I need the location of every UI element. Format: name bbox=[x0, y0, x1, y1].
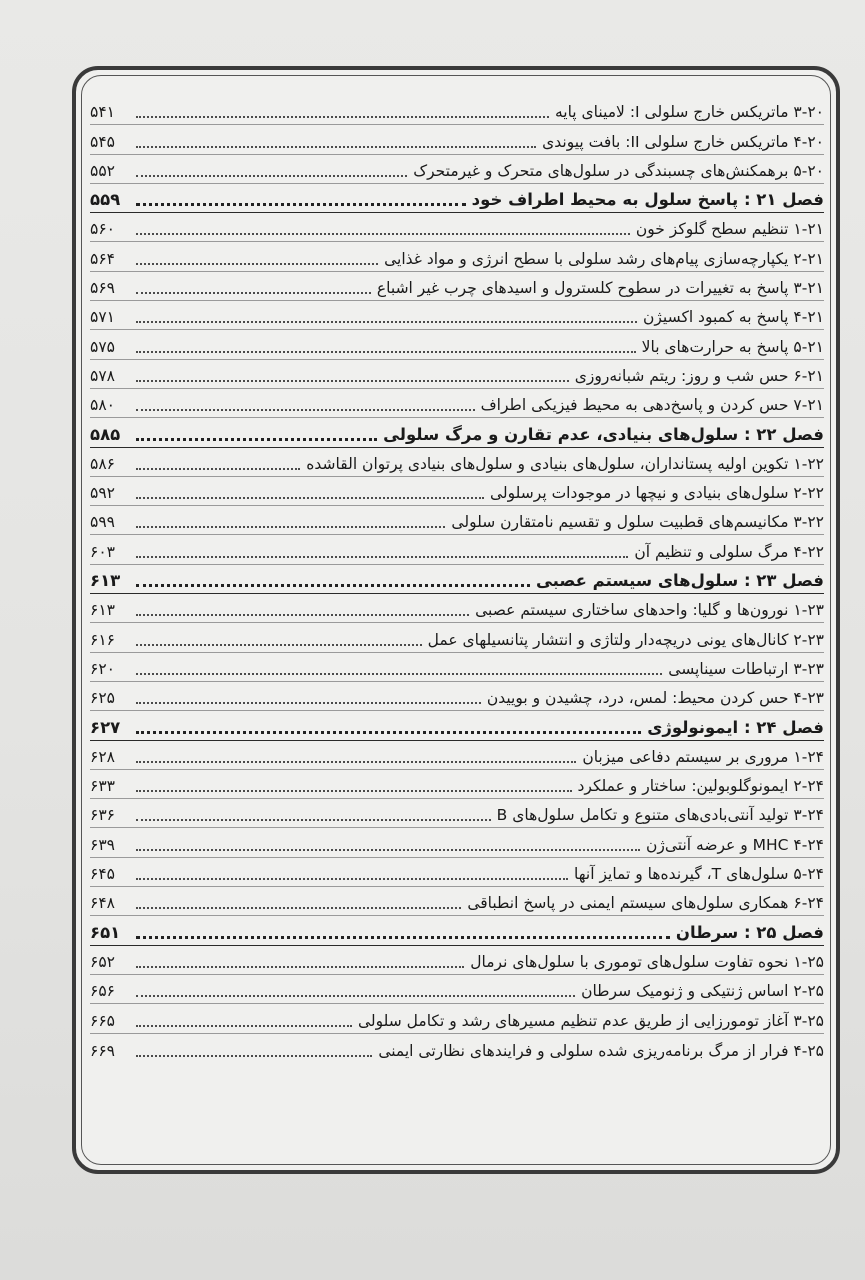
toc-section-row bbox=[90, 360, 824, 389]
toc-section-row bbox=[90, 125, 824, 154]
page-number: ۶۲۸ bbox=[90, 747, 115, 766]
dot-leader bbox=[136, 379, 569, 382]
toc-section-row bbox=[90, 858, 824, 887]
page-number: ۶۴۸ bbox=[90, 894, 115, 913]
dot-leader bbox=[136, 848, 640, 851]
page-number: ۶۰۳ bbox=[90, 542, 115, 561]
dot-leader bbox=[136, 437, 377, 441]
toc-chapter-row bbox=[90, 711, 824, 740]
chapter-title: فصل ۲۲ : سلول‌های بنیادی، عدم تقارن و مرگ سلولی bbox=[383, 424, 824, 444]
toc-section-row bbox=[90, 389, 824, 418]
toc-section-row bbox=[90, 594, 824, 623]
page-number: ۶۶۵ bbox=[90, 1011, 115, 1030]
dot-leader bbox=[136, 232, 630, 235]
section-title: ۴-۲۳ حس کردن محیط: لمس، درد، چشیدن و بوییدن bbox=[486, 689, 824, 708]
dot-leader bbox=[136, 789, 572, 792]
dot-leader bbox=[136, 583, 530, 587]
toc-section-row bbox=[90, 799, 824, 828]
toc-section-row bbox=[90, 946, 824, 975]
page-number: ۵۴۱ bbox=[90, 103, 115, 122]
toc-section-row bbox=[90, 242, 824, 271]
dot-leader bbox=[136, 145, 536, 148]
toc-section-row bbox=[90, 887, 824, 916]
toc-section-row bbox=[90, 682, 824, 711]
section-title: ۲-۲۴ ایمونوگلوبولین: ساختار و عملکرد bbox=[577, 777, 824, 796]
page-number: ۶۳۶ bbox=[90, 806, 115, 825]
page-frame bbox=[72, 66, 840, 1174]
dot-leader bbox=[136, 408, 475, 411]
page-number: ۵۸۶ bbox=[90, 454, 115, 473]
dot-leader bbox=[136, 350, 636, 353]
dot-leader bbox=[136, 818, 491, 821]
page-number: ۶۵۱ bbox=[90, 922, 121, 942]
section-title: ۴-۲۵ فرار از مرگ برنامه‌ریزی شده سلولی و فرایندهای نظارتی ایمنی bbox=[378, 1041, 824, 1060]
toc-section-row bbox=[90, 96, 824, 125]
toc-section-row bbox=[90, 155, 824, 184]
section-title: ۳-۲۳ ارتباطات سیناپسی bbox=[668, 659, 824, 678]
toc-section-row bbox=[90, 1004, 824, 1033]
section-title: ۵-۲۰ برهمکنش‌های چسبندگی در سلول‌های متحرک و غیرمتحرک bbox=[413, 161, 824, 180]
page-number: ۵۶۹ bbox=[90, 279, 115, 298]
page-number: ۵۸۵ bbox=[90, 424, 121, 444]
section-title: ۳-۲۰ ماتریکس خارج سلولی I: لامینای پایه bbox=[554, 103, 824, 122]
section-title: ۳-۲۱ پاسخ به تغییرات در سطوح کلسترول و اسیدهای چرب غیر اشباع bbox=[376, 279, 824, 298]
page-number: ۵۷۸ bbox=[90, 366, 115, 385]
section-title: ۳-۲۴ تولید آنتی‌بادی‌های متنوع و تکامل سلول‌های B bbox=[496, 806, 824, 825]
page-number: ۵۶۴ bbox=[90, 249, 115, 268]
toc-section-row bbox=[90, 975, 824, 1004]
section-title: ۲-۲۲ سلول‌های بنیادی و نیچها در موجودات پرسلولی bbox=[490, 484, 824, 503]
dot-leader bbox=[136, 760, 576, 763]
section-title: ۵-۲۴ سلول‌های T، گیرنده‌ها و تمایز آنها bbox=[574, 865, 824, 884]
page-number: ۵۹۲ bbox=[90, 484, 115, 503]
toc-section-row bbox=[90, 623, 824, 652]
page-number: ۵۸۰ bbox=[90, 396, 115, 415]
section-title: ۷-۲۱ حس کردن و پاسخ‌دهی به محیط فیزیکی اطراف bbox=[480, 396, 824, 415]
page-number: ۵۴۵ bbox=[90, 132, 115, 151]
section-title: ۴-۲۰ ماتریکس خارج سلولی II: بافت پیوندی bbox=[542, 132, 824, 151]
page-number: ۶۲۷ bbox=[90, 717, 121, 737]
toc-chapter-row bbox=[90, 565, 824, 594]
page-number: ۵۷۵ bbox=[90, 337, 115, 356]
section-title: ۴-۲۱ پاسخ به کمبود اکسیژن bbox=[643, 308, 824, 327]
dot-leader bbox=[136, 291, 371, 294]
dot-leader bbox=[136, 115, 549, 118]
page-number: ۶۵۶ bbox=[90, 982, 115, 1001]
section-title: ۱-۲۵ نحوه تفاوت سلول‌های توموری با سلول‌های نرمال bbox=[470, 952, 824, 971]
chapter-title: فصل ۲۴ : ایمونولوژی bbox=[647, 717, 824, 737]
dot-leader bbox=[136, 1024, 352, 1027]
toc-section-row bbox=[90, 535, 824, 564]
chapter-title: فصل ۲۱ : پاسخ سلول به محیط اطراف خود bbox=[471, 190, 824, 210]
dot-leader bbox=[136, 262, 378, 265]
dot-leader bbox=[136, 555, 628, 558]
section-title: ۱-۲۱ تنظیم سطح گلوکز خون bbox=[635, 220, 824, 239]
section-title: ۲-۲۵ اساس ژنتیکی و ژنومیک سرطان bbox=[581, 982, 824, 1001]
toc-chapter-row bbox=[90, 418, 824, 447]
dot-leader bbox=[136, 320, 637, 323]
page-number: ۶۳۳ bbox=[90, 777, 115, 796]
dot-leader bbox=[136, 730, 641, 734]
dot-leader bbox=[136, 1054, 372, 1057]
table-of-contents bbox=[90, 96, 824, 1063]
section-title: ۳-۲۵ آغاز تومورزایی از طریق عدم تنظیم مسیرهای رشد و تکامل سلولی bbox=[357, 1011, 824, 1030]
page-number: ۶۳۹ bbox=[90, 835, 115, 854]
toc-section-row bbox=[90, 741, 824, 770]
page-number: ۵۶۰ bbox=[90, 220, 115, 239]
dot-leader bbox=[136, 467, 300, 470]
toc-section-row bbox=[90, 828, 824, 857]
section-title: ۶-۲۴ همکاری سلول‌های سیستم ایمنی در پاسخ انطباقی bbox=[467, 894, 824, 913]
page-number: ۵۷۱ bbox=[90, 308, 115, 327]
dot-leader bbox=[136, 202, 466, 206]
dot-leader bbox=[136, 672, 662, 675]
section-title: ۱-۲۳ نورون‌ها و گلیا: واحدهای ساختاری سیستم عصبی bbox=[475, 601, 824, 620]
page-number: ۶۲۰ bbox=[90, 659, 115, 678]
chapter-title: فصل ۲۳ : سلول‌های سیستم عصبی bbox=[535, 571, 824, 591]
section-title: ۵-۲۱ پاسخ به حرارت‌های بالا bbox=[641, 337, 824, 356]
dot-leader bbox=[136, 496, 484, 499]
dot-leader bbox=[136, 701, 481, 704]
page-number: ۵۹۹ bbox=[90, 513, 115, 532]
page-number: ۵۵۹ bbox=[90, 190, 121, 210]
dot-leader bbox=[136, 525, 445, 528]
dot-leader bbox=[136, 935, 670, 939]
dot-leader bbox=[136, 965, 464, 968]
section-title: ۲-۲۳ کانال‌های یونی دریچه‌دار ولتاژی و انتشار پتانسیلهای عمل bbox=[427, 630, 824, 649]
page-number: ۶۲۵ bbox=[90, 689, 115, 708]
toc-section-row bbox=[90, 653, 824, 682]
section-title: ۱-۲۴ مروری بر سیستم دفاعی میزبان bbox=[582, 747, 824, 766]
toc-chapter-row bbox=[90, 184, 824, 213]
section-title: ۲-۲۱ یکپارچه‌سازی پیام‌های رشد سلولی با سطح انرژی و مواد غذایی bbox=[384, 249, 824, 268]
page-number: ۶۵۲ bbox=[90, 952, 115, 971]
section-title: ۴-۲۲ مرگ سلولی و تنظیم آن bbox=[634, 542, 824, 561]
toc-section-row bbox=[90, 272, 824, 301]
chapter-title: فصل ۲۵ : سرطان bbox=[675, 922, 824, 942]
dot-leader bbox=[136, 877, 568, 880]
section-title: ۳-۲۲ مکانیسم‌های قطبیت سلول و تقسیم نامتقارن سلولی bbox=[451, 513, 824, 532]
toc-section-row bbox=[90, 506, 824, 535]
section-title: ۱-۲۲ تکوین اولیه پستانداران، سلول‌های بنیادی و سلول‌های بنیادی پرتوان القاشده bbox=[306, 454, 824, 473]
dot-leader bbox=[136, 174, 407, 177]
toc-chapter-row bbox=[90, 916, 824, 945]
page-number: ۶۱۳ bbox=[90, 601, 115, 620]
page-number: ۶۶۹ bbox=[90, 1041, 115, 1060]
page-number: ۶۴۵ bbox=[90, 865, 115, 884]
toc-section-row bbox=[90, 477, 824, 506]
toc-section-row bbox=[90, 448, 824, 477]
toc-section-row bbox=[90, 330, 824, 359]
page-number: ۶۱۶ bbox=[90, 630, 115, 649]
page-number: ۵۵۲ bbox=[90, 161, 115, 180]
dot-leader bbox=[136, 643, 422, 646]
section-title: ۶-۲۱ حس شب و روز: ریتم شبانه‌روزی bbox=[574, 366, 824, 385]
toc-section-row bbox=[90, 213, 824, 242]
dot-leader bbox=[136, 994, 575, 997]
dot-leader bbox=[136, 906, 461, 909]
toc-section-row bbox=[90, 770, 824, 799]
toc-section-row bbox=[90, 301, 824, 330]
page-number: ۶۱۳ bbox=[90, 571, 121, 591]
toc-section-row bbox=[90, 1034, 824, 1063]
section-title: ۴-۲۴ MHC و عرضه آنتی‌ژن bbox=[646, 835, 824, 854]
dot-leader bbox=[136, 613, 469, 616]
